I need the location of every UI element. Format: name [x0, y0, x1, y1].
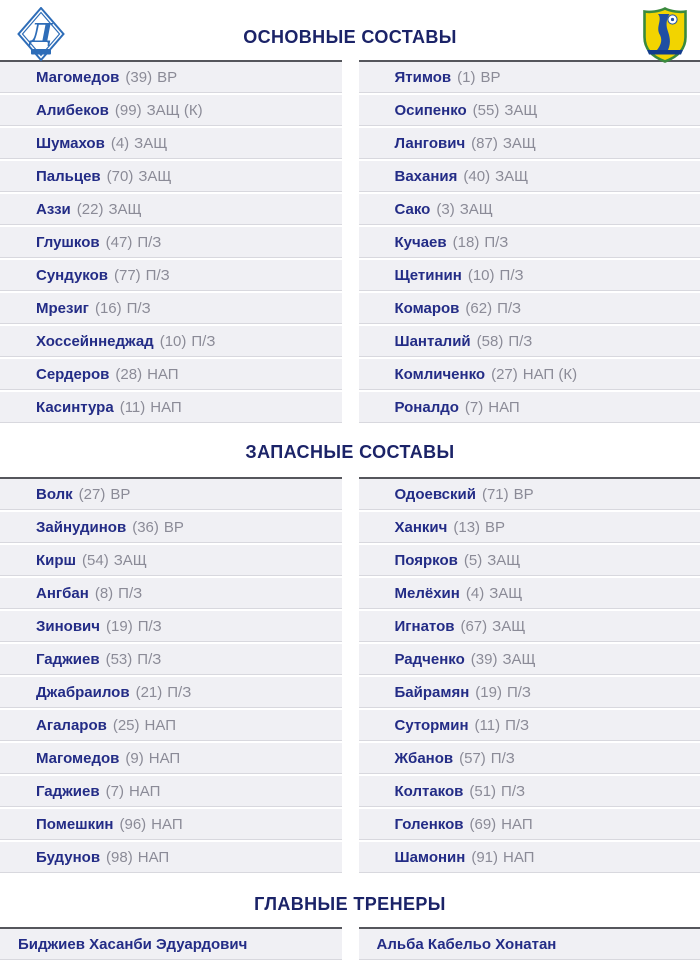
player-name: Мелёхин	[394, 584, 460, 602]
player-number: ( 19 )	[475, 684, 502, 701]
player-number: ( 1 )	[457, 69, 475, 86]
coach-name: Биджиев Хасанби Эдуардович	[18, 935, 248, 953]
coaches-columns	[0, 927, 700, 962]
player-position: П/З	[506, 683, 531, 701]
player-number: ( 25 )	[113, 717, 140, 734]
player-row	[0, 95, 342, 126]
player-name: Ангбан	[36, 584, 89, 602]
player-number: ( 87 )	[471, 135, 498, 152]
player-name: Гаджиев	[36, 650, 100, 668]
player-number: ( 58 )	[477, 333, 504, 350]
player-position: ЗАЩ	[134, 134, 168, 152]
subs-squads-title: ЗАПАСНЫЕ СОСТАВЫ	[245, 442, 455, 462]
player-name: Алибеков	[36, 101, 109, 119]
player-row	[0, 260, 342, 291]
player-position: НАП	[151, 815, 183, 833]
player-number: ( 13 )	[453, 519, 480, 536]
player-row	[0, 710, 342, 741]
player-position: П/З	[118, 584, 143, 602]
player-name: Агаларов	[36, 716, 107, 734]
player-row	[0, 293, 342, 324]
player-number: ( 47 )	[106, 234, 133, 251]
player-name: Касинтура	[36, 398, 114, 416]
player-position: ЗАЩ	[504, 101, 538, 119]
player-position: НАП	[128, 782, 161, 800]
player-row	[359, 326, 700, 357]
player-name: Пальцев	[36, 167, 101, 185]
player-name: Сутормин	[394, 716, 469, 734]
main-squads-title: ОСНОВНЫЕ СОСТАВЫ	[243, 27, 457, 47]
player-row	[359, 194, 700, 225]
player-row	[359, 260, 700, 291]
player-row	[0, 161, 342, 192]
player-position: П/З	[137, 617, 162, 635]
player-name: Помешкин	[36, 815, 114, 833]
player-row	[0, 392, 342, 423]
player-name: Глушков	[36, 233, 100, 251]
player-name: Кирш	[36, 551, 77, 569]
player-position: ЗАЩ	[495, 167, 529, 185]
player-position: ЗАЩ	[492, 617, 526, 635]
player-position: НАП	[488, 398, 520, 416]
player-number: ( 99 )	[115, 102, 142, 119]
player-position: ВР	[485, 518, 506, 536]
player-position: ВР	[513, 485, 534, 503]
player-position: НАП	[148, 749, 181, 767]
player-number: ( 69 )	[469, 816, 496, 833]
rostov-logo	[641, 7, 689, 63]
player-row	[359, 743, 700, 774]
player-position: П/З	[484, 233, 509, 251]
player-name: Колтаков	[394, 782, 464, 800]
player-position: П/З	[501, 782, 526, 800]
player-name: Комличенко	[394, 365, 486, 383]
player-number: ( 27 )	[79, 486, 106, 503]
player-position: П/З	[497, 299, 522, 317]
player-row	[359, 293, 700, 324]
player-number: ( 36 )	[132, 519, 159, 536]
player-row	[359, 392, 700, 423]
player-position: П/З	[191, 332, 216, 350]
dynamo-makhachkala-logo	[17, 7, 65, 62]
player-number: ( 62 )	[465, 300, 492, 317]
player-row	[359, 710, 700, 741]
player-number: ( 54 )	[82, 552, 109, 569]
player-number: ( 51 )	[469, 783, 496, 800]
player-number: ( 40 )	[463, 168, 490, 185]
player-name: Осипенко	[394, 101, 467, 119]
coach-row	[359, 929, 700, 960]
player-position: НАП	[501, 815, 533, 833]
player-number: ( 19 )	[106, 618, 133, 635]
player-name: Магомедов	[36, 68, 120, 86]
svg-text:Д: Д	[29, 19, 53, 49]
player-number: ( 77 )	[114, 267, 141, 284]
subs-squad-away-list	[359, 477, 700, 875]
player-row	[0, 842, 342, 873]
player-row	[359, 62, 700, 93]
player-number: ( 10 )	[468, 267, 495, 284]
player-position: НАП	[150, 398, 182, 416]
player-name: Джабраилов	[36, 683, 130, 701]
player-position: ЗАЩ	[108, 200, 142, 218]
player-name: Ятимов	[394, 68, 452, 86]
player-number: ( 39 )	[471, 651, 498, 668]
player-number: ( 96 )	[119, 816, 146, 833]
player-name: Лангович	[394, 134, 466, 152]
player-row	[0, 479, 342, 510]
player-number: ( 67 )	[460, 618, 487, 635]
rostov-crest-icon	[641, 7, 689, 63]
player-position: ЗАЩ	[138, 167, 172, 185]
player-row	[359, 809, 700, 840]
player-number: ( 53 )	[106, 651, 133, 668]
player-name: Сердеров	[36, 365, 110, 383]
player-number: ( 71 )	[482, 486, 509, 503]
player-number: ( 55 )	[473, 102, 500, 119]
player-name: Хоссейннеджад	[36, 332, 154, 350]
player-name: Голенков	[394, 815, 464, 833]
player-name: Шумахов	[36, 134, 105, 152]
player-number: ( 57 )	[459, 750, 486, 767]
player-row	[0, 512, 342, 543]
player-row	[359, 227, 700, 258]
player-row	[0, 545, 342, 576]
player-position: НАП	[144, 716, 176, 734]
player-position: П/З	[126, 299, 151, 317]
player-name: Поярков	[394, 551, 458, 569]
player-row	[0, 743, 342, 774]
player-position: П/З	[137, 650, 162, 668]
player-position: НАП	[137, 848, 170, 866]
player-name: Сундуков	[36, 266, 108, 284]
player-position: НАП (К)	[522, 365, 578, 383]
player-row	[359, 95, 700, 126]
player-number: ( 22 )	[77, 201, 104, 218]
player-name: Ханкич	[394, 518, 448, 536]
dynamo-crest-icon	[17, 7, 65, 62]
player-row	[0, 227, 342, 258]
coaches-title: ГЛАВНЫЕ ТРЕНЕРЫ	[254, 894, 446, 914]
player-position: ЗАЩ	[502, 134, 536, 152]
player-position: ЗАЩ (К)	[146, 101, 203, 119]
player-name: Одоевский	[394, 485, 476, 503]
player-row	[359, 512, 700, 543]
player-row	[0, 128, 342, 159]
player-number: ( 91 )	[471, 849, 498, 866]
player-number: ( 7 )	[465, 399, 483, 416]
player-row	[359, 479, 700, 510]
player-number: ( 70 )	[107, 168, 134, 185]
player-position: ЗАЩ	[487, 551, 521, 569]
player-number: ( 4 )	[111, 135, 129, 152]
player-position: ВР	[110, 485, 131, 503]
player-position: П/З	[508, 332, 533, 350]
player-name: Шанталий	[394, 332, 471, 350]
player-position: П/З	[167, 683, 192, 701]
player-position: ЗАЩ	[502, 650, 536, 668]
player-name: Будунов	[36, 848, 101, 866]
coach-home	[0, 927, 342, 962]
player-name: Аззи	[36, 200, 71, 218]
player-position: П/З	[499, 266, 524, 284]
main-squad-home-list	[0, 60, 342, 425]
player-name: Гаджиев	[36, 782, 100, 800]
player-row	[0, 809, 342, 840]
player-number: ( 21 )	[136, 684, 163, 701]
player-number: ( 39 )	[125, 69, 152, 86]
player-number: ( 7 )	[106, 783, 124, 800]
subs-squad-home-list	[0, 477, 342, 875]
player-row	[359, 842, 700, 873]
player-position: П/З	[505, 716, 530, 734]
player-number: ( 16 )	[95, 300, 122, 317]
player-number: ( 98 )	[106, 849, 133, 866]
player-number: ( 11 )	[120, 399, 146, 416]
player-row	[359, 128, 700, 159]
player-number: ( 4 )	[466, 585, 484, 602]
player-position: НАП	[503, 848, 535, 866]
player-row	[359, 776, 700, 807]
player-row	[0, 578, 342, 609]
player-position: П/З	[490, 749, 515, 767]
player-row	[359, 161, 700, 192]
main-squad-away-list	[359, 60, 700, 425]
main-squads-columns	[0, 60, 700, 425]
player-position: НАП	[147, 365, 179, 383]
player-number: ( 18 )	[453, 234, 480, 251]
player-row	[0, 359, 342, 390]
player-row	[0, 194, 342, 225]
player-row	[359, 578, 700, 609]
player-number: ( 3 )	[436, 201, 454, 218]
player-row	[359, 359, 700, 390]
coach-away	[359, 927, 700, 962]
player-row	[0, 326, 342, 357]
player-position: ЗАЩ	[489, 584, 523, 602]
player-row	[0, 644, 342, 675]
player-row	[359, 644, 700, 675]
player-name: Радченко	[394, 650, 465, 668]
player-name: Роналдо	[394, 398, 459, 416]
player-name: Магомедов	[36, 749, 120, 767]
player-name: Игнатов	[394, 617, 455, 635]
player-name: Мрезиг	[36, 299, 89, 317]
coach-row	[0, 929, 342, 960]
player-number: ( 9 )	[125, 750, 143, 767]
player-row	[359, 545, 700, 576]
player-position: П/З	[145, 266, 170, 284]
player-position: ЗАЩ	[459, 200, 493, 218]
subs-squads-columns	[0, 477, 700, 875]
player-name: Комаров	[394, 299, 460, 317]
player-name: Жбанов	[394, 749, 454, 767]
player-name: Волк	[36, 485, 73, 503]
player-number: ( 10 )	[160, 333, 187, 350]
player-name: Щетинин	[394, 266, 462, 284]
player-position: ВР	[157, 68, 178, 86]
player-name: Вахания	[394, 167, 458, 185]
player-position: ВР	[163, 518, 184, 536]
player-name: Сако	[394, 200, 431, 218]
player-number: ( 28 )	[115, 366, 142, 383]
player-number: ( 27 )	[491, 366, 518, 383]
player-name: Шамонин	[394, 848, 466, 866]
player-number: ( 8 )	[95, 585, 113, 602]
player-row	[359, 611, 700, 642]
player-row	[0, 611, 342, 642]
player-name: Зинович	[36, 617, 100, 635]
player-name: Кучаев	[394, 233, 447, 251]
player-name: Байрамян	[394, 683, 470, 701]
player-position: П/З	[137, 233, 162, 251]
player-name: Зайнудинов	[36, 518, 127, 536]
player-row	[359, 677, 700, 708]
player-row	[0, 776, 342, 807]
player-number: ( 11 )	[475, 717, 501, 734]
player-row	[0, 62, 342, 93]
player-number: ( 5 )	[464, 552, 482, 569]
player-position: ВР	[480, 68, 501, 86]
player-row	[0, 677, 342, 708]
coach-name: Альба Кабельо Хонатан	[376, 935, 557, 953]
player-position: ЗАЩ	[113, 551, 147, 569]
